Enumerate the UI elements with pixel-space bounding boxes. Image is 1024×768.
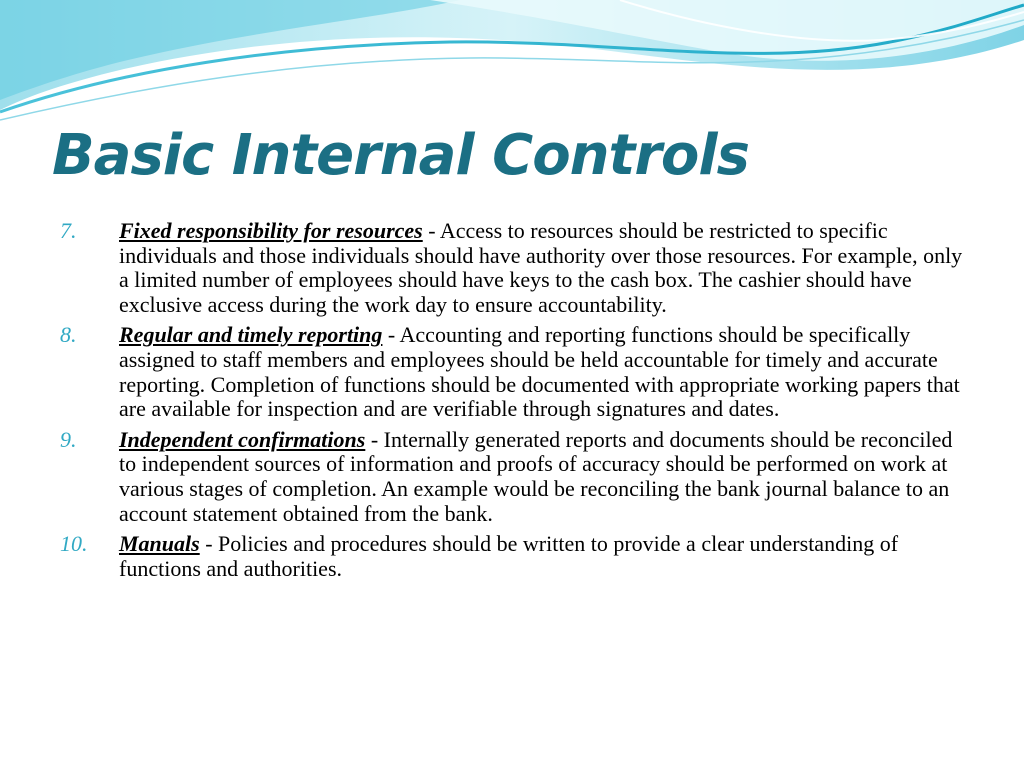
list-item	[60, 219, 970, 317]
item-text: - Access to resources should be restricted to specific individuals and those individuals should have authority over those resources. For example, only a limited number of employees should have keys to the cash box. The cashier should have exclusive access during the work day to ensure accountability.	[119, 218, 963, 317]
item-term: Manuals	[119, 531, 200, 557]
list-item	[60, 323, 970, 421]
item-term: Fixed responsibility for resources	[119, 218, 423, 243]
item-text: - Accounting and reporting functions should be specifically assigned to staff members and employees should be held accountable for timely and accurate reporting. Completion of functions should be documented with appropriate working papers that are available for inspection and are verifiable through signatures and dates.	[119, 322, 960, 422]
item-text: - Policies and procedures should be written to provide a clear understanding of functions and authorities.	[119, 531, 899, 581]
slide-title: Basic Internal Controls	[52, 123, 749, 188]
item-number: 10.	[60, 531, 88, 557]
item-number: 8.	[60, 322, 77, 348]
item-text: - Internally generated reports and documents should be reconciled to independent sources of information and proofs of accuracy should be performed on work at various stages of completion. An example would be reconciling the bank journal balance to an account statement obtained from the bank.	[119, 426, 953, 526]
controls-list	[60, 219, 970, 587]
item-number: 9.	[60, 426, 77, 452]
list-item	[60, 532, 970, 581]
list-item	[60, 428, 970, 526]
item-term: Independent confirmations	[119, 426, 366, 452]
header-wave-decoration	[0, 0, 1024, 130]
item-term: Regular and timely reporting	[119, 322, 383, 348]
item-number: 7.	[60, 218, 77, 243]
